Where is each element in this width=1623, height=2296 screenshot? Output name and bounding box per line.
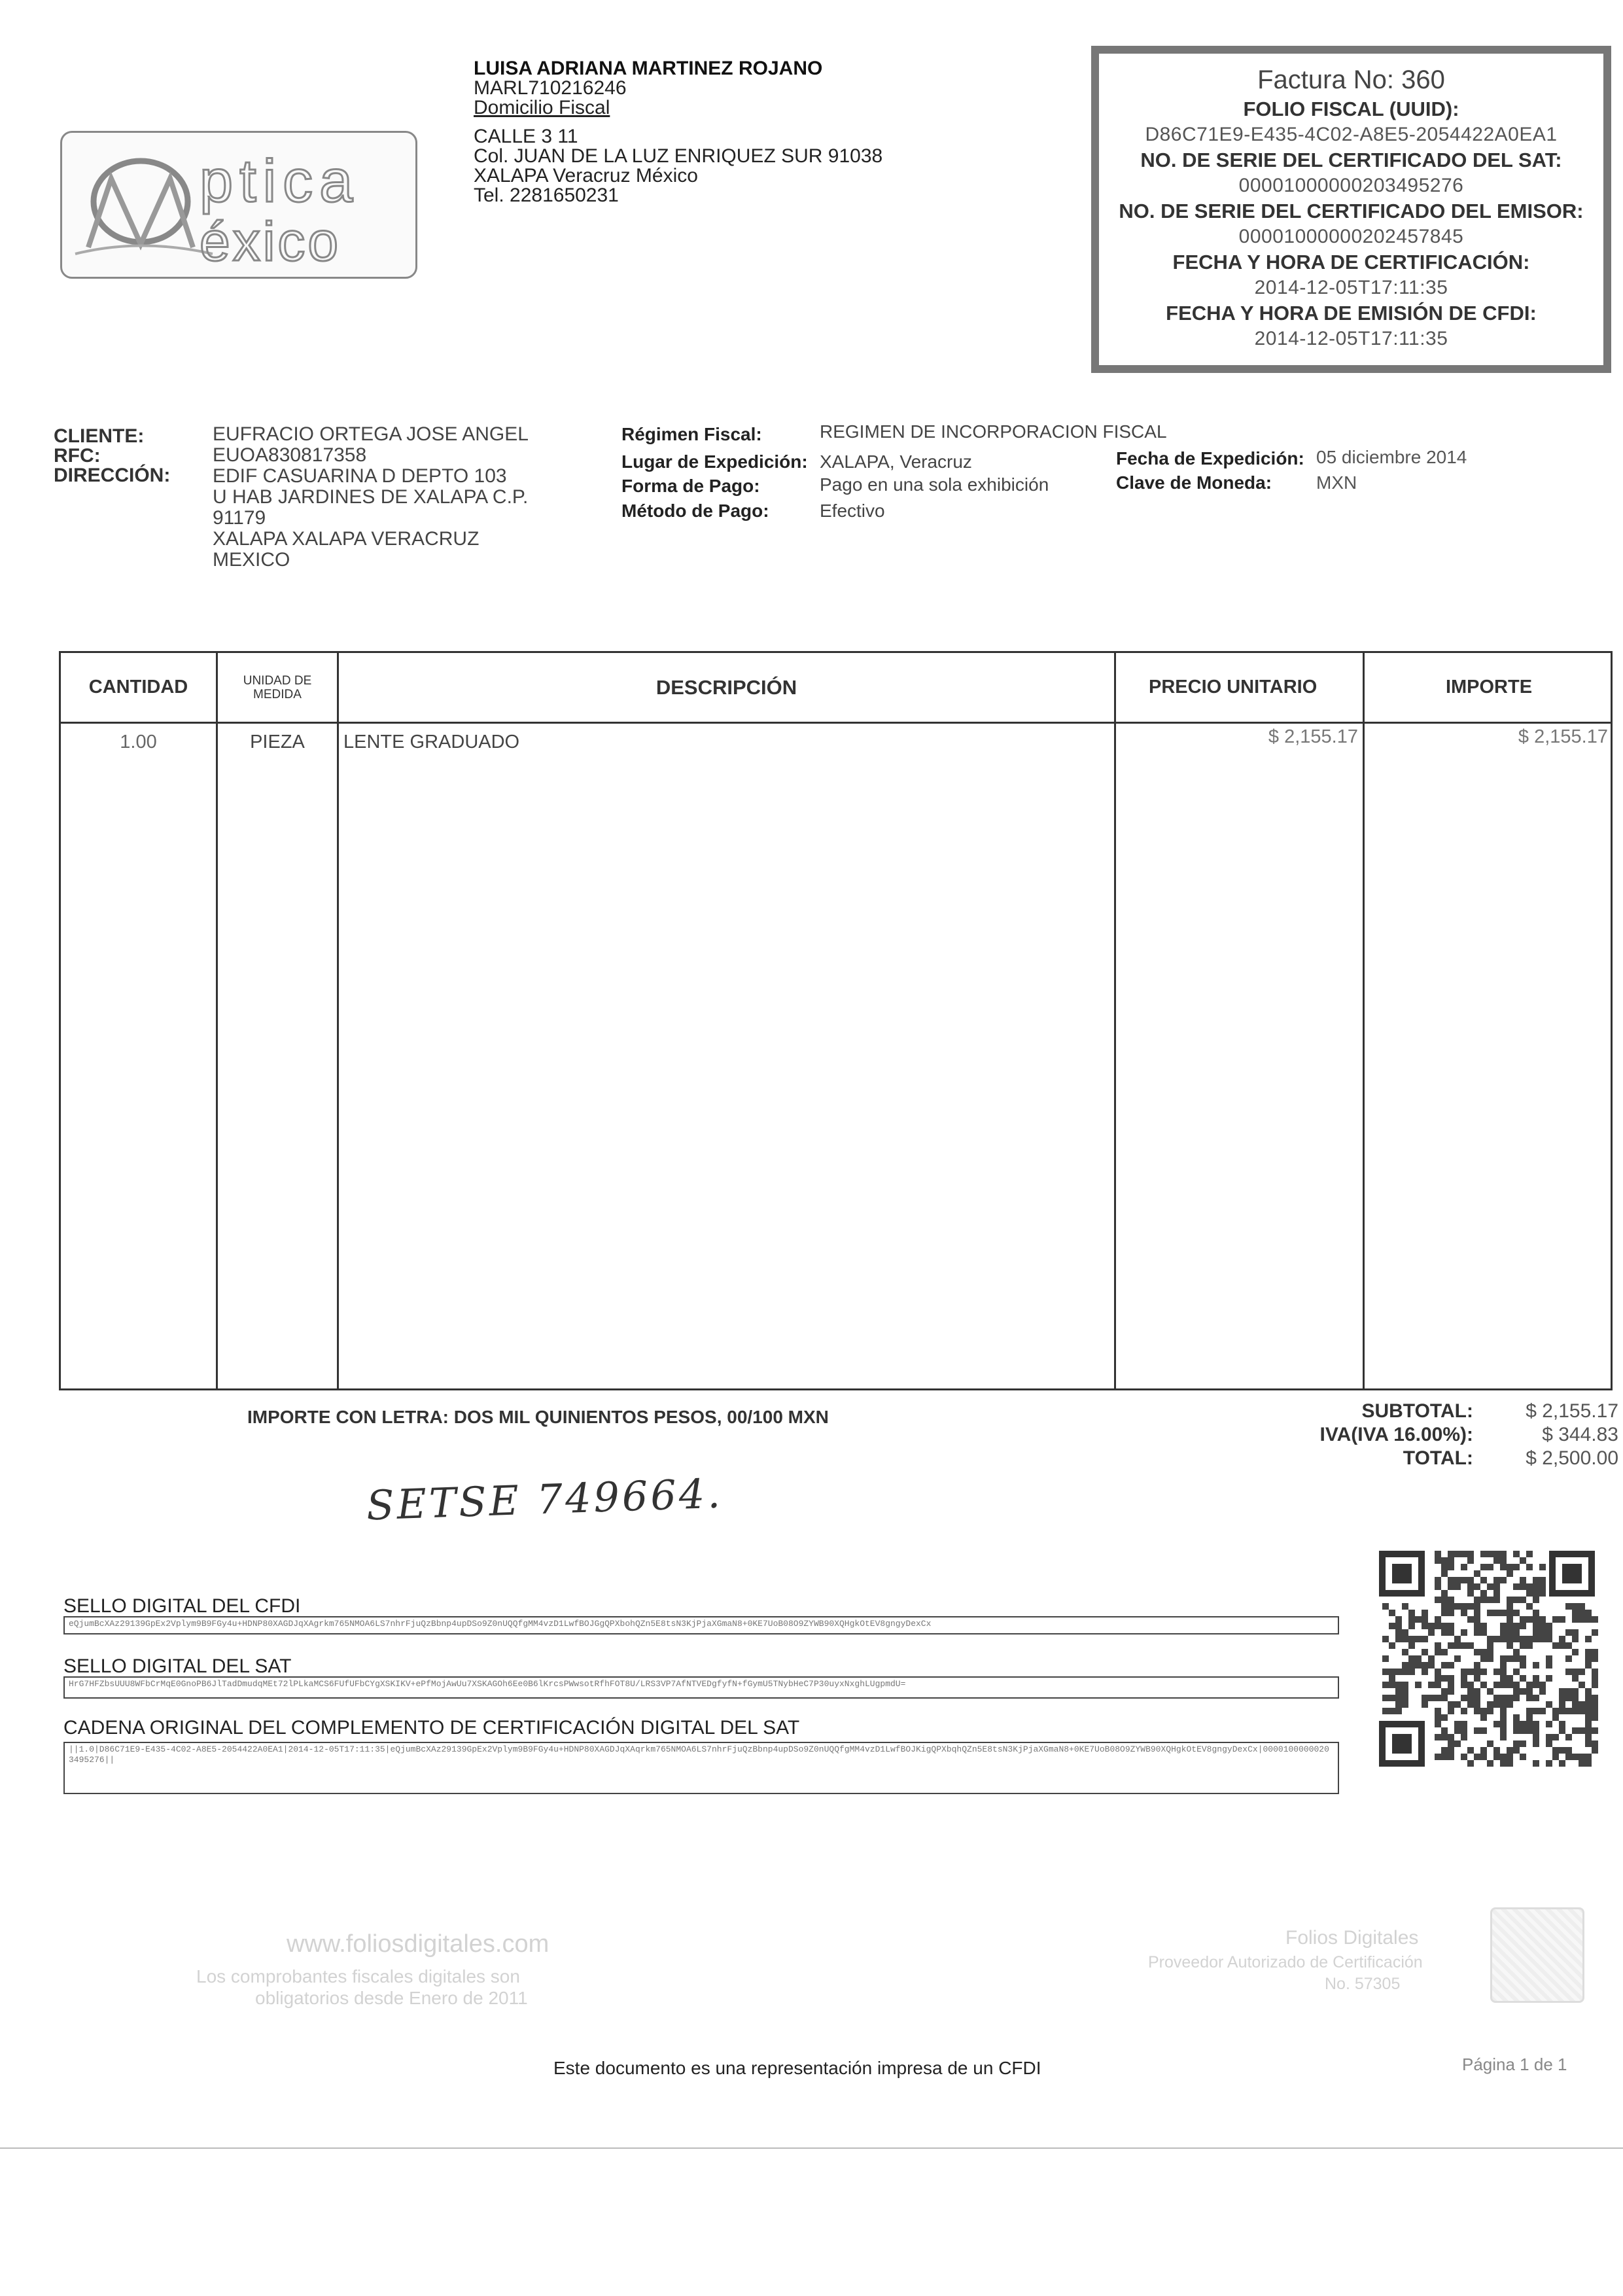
pac-description: Proveedor Autorizado de Certificación: [1148, 1953, 1423, 1971]
importe-con-letra: IMPORTE CON LETRA: DOS MIL QUINIENTOS PESOS, 00/100 MXN: [247, 1407, 829, 1427]
fecha-expedicion-value: 05 diciembre 2014: [1316, 447, 1467, 467]
issuer-colonia: Col. JUAN DE LA LUZ ENRIQUEZ SUR 91038: [474, 145, 883, 167]
client-name: EUFRACIO ORTEGA JOSE ANGEL: [213, 423, 529, 445]
lugar-label: Lugar de Expedición:: [621, 451, 808, 472]
handwritten-note: SETSE 749664.: [365, 1469, 724, 1530]
header-unidad: [218, 653, 337, 722]
cert-time-value: 2014-12-05T17:11:35: [1254, 277, 1448, 298]
direccion-label: DIRECCIÓN:: [54, 465, 171, 486]
issuer-city: XALAPA Veracruz México: [474, 165, 698, 186]
company-logo: [60, 131, 417, 279]
pac-seal-icon: [1490, 1907, 1584, 2003]
issuer-block: [474, 59, 882, 205]
lugar-value: XALAPA, Veracruz: [820, 451, 972, 472]
forma-label: Forma de Pago:: [621, 476, 760, 496]
footer-note-line1: Los comprobantes fiscales digitales son: [196, 1966, 520, 1987]
qr-code: [1379, 1551, 1608, 1773]
logo-text-top: ptica: [200, 148, 360, 215]
regimen-label: Régimen Fiscal:: [621, 424, 762, 444]
sello-sat-label: SELLO DIGITAL DEL SAT: [63, 1655, 292, 1677]
row-cantidad: 1.00: [120, 732, 157, 752]
issuer-name: LUISA ADRIANA MARTINEZ ROJANO: [474, 58, 823, 79]
client-address-line5: MEXICO: [213, 549, 290, 571]
emission-time-value: 2014-12-05T17:11:35: [1254, 328, 1448, 349]
sat-cert-value: 00001000000203495276: [1238, 175, 1464, 196]
moneda-value: MXN: [1316, 472, 1357, 493]
fecha-expedicion-label: Fecha de Expedición:: [1116, 448, 1304, 468]
emisor-cert-value: 00001000000202457845: [1238, 226, 1464, 247]
pac-number: No. 57305: [1325, 1975, 1401, 1993]
row-unidad: PIEZA: [250, 732, 305, 752]
sello-cfdi-label: SELLO DIGITAL DEL CFDI: [63, 1595, 301, 1617]
emisor-cert-label: NO. DE SERIE DEL CERTIFICADO DEL EMISOR:: [1119, 200, 1584, 222]
cliente-label: CLIENTE:: [54, 425, 145, 447]
issuer-phone: Tel. 2281650231: [474, 185, 619, 206]
header-descripcion: DESCRIPCIÓN: [655, 675, 797, 699]
items-table: [59, 651, 1613, 1390]
header-precio-unitario: PRECIO UNITARIO: [1149, 677, 1318, 698]
header-importe: IMPORTE: [1445, 677, 1533, 698]
issuer-street: CALLE 3 11: [474, 126, 578, 147]
client-address-line2: U HAB JARDINES DE XALAPA C.P.: [213, 486, 529, 508]
subtotal-label: SUBTOTAL:: [1361, 1400, 1473, 1422]
issuer-rfc: MARL710216246: [474, 77, 627, 99]
optica-mexico-logo-graphic: [62, 133, 415, 277]
header-cantidad: CANTIDAD: [88, 677, 188, 698]
rfc-label: RFC:: [54, 445, 101, 467]
sat-cert-label: NO. DE SERIE DEL CERTIFICADO DEL SAT:: [1140, 149, 1562, 171]
total-label: TOTAL:: [1403, 1447, 1473, 1469]
iva-label: IVA(IVA 16.00%):: [1319, 1424, 1473, 1445]
invoice-number: Factura No: 360: [1257, 65, 1445, 94]
uuid-value: D86C71E9-E435-4C02-A8E5-2054422A0EA1: [1145, 124, 1558, 145]
client-address-line1: EDIF CASUARINA D DEPTO 103: [213, 465, 507, 487]
regimen-value: REGIMEN DE INCORPORACION FISCAL: [820, 421, 1167, 442]
client-rfc: EUOA830817358: [213, 444, 367, 466]
uuid-label: FOLIO FISCAL (UUID):: [1243, 97, 1459, 120]
logo-text-bottom: éxico: [200, 211, 341, 272]
client-address-line3: 91179: [213, 507, 266, 529]
header-unidad-line1: UNIDAD DE: [243, 673, 312, 688]
emission-time-label: FECHA Y HORA DE EMISIÓN DE CFDI:: [1166, 302, 1537, 325]
cfdi-representation-note: Este documento es una representación impresa de un CFDI: [553, 2058, 1041, 2078]
footer-url: www.foliosdigitales.com: [287, 1930, 550, 1958]
row-importe: $ 2,155.17: [1518, 726, 1608, 747]
issuer-domicilio-label: Domicilio Fiscal: [474, 97, 610, 118]
row-descripcion: LENTE GRADUADO: [343, 732, 520, 752]
metodo-value: Efectivo: [820, 501, 885, 521]
cadena-original-label: CADENA ORIGINAL DEL COMPLEMENTO DE CERTIFICACIÓN DIGITAL DEL SAT: [63, 1717, 800, 1739]
pac-name: Folios Digitales: [1285, 1927, 1419, 1949]
subtotal-value: $ 2,155.17: [1526, 1400, 1618, 1422]
footer-note-line2: obligatorios desde Enero de 2011: [255, 1988, 528, 2008]
cadena-original-box: ||1.0|D86C71E9-E435-4C02-A8E5-2054422A0EA1|2014-12-05T17:11:35|eQjumBcXAz29139GpEx2Vplym9B9FGy4u+HDNP80XAGDJqXAqrkm765NMOA6LS7nhrFjuQzBbnp4upDSo9Z0nUQQfgMM4vzD1LwfBOJKigQPXbqhQZn5E8tsN3KjPjaXGmaN8+0KE7UoB08O9ZYWB90XQHgkOtEV8gngyDexCx|00001000000203495276||: [63, 1742, 1339, 1794]
cert-time-label: FECHA Y HORA DE CERTIFICACIÓN:: [1172, 251, 1530, 274]
moneda-label: Clave de Moneda:: [1116, 472, 1272, 493]
sello-sat-box: HrG7HFZbsUUU8WFbCrMqE0GnoPB6JlTadDmudqMEt72lPLkaMCS6FUfUFbCYgXSKIKV+ePfMojAwUu7XSKAGOh6Ee0B6lKrcsPWwsotRfhFOT8U/LRS3VP7AfNTVEDgfyfN+fGymU5TNybHeC7P30uyxNxghLUgpmdU=: [63, 1676, 1339, 1699]
fiscal-info-box: [1091, 46, 1611, 373]
page-number: Página 1 de 1: [1462, 2055, 1567, 2074]
iva-value: $ 344.83: [1542, 1424, 1618, 1445]
metodo-label: Método de Pago:: [621, 501, 769, 521]
scan-edge: [0, 2147, 1623, 2149]
client-address-line4: XALAPA XALAPA VERACRUZ: [213, 528, 480, 550]
total-value: $ 2,500.00: [1526, 1447, 1618, 1469]
header-unidad-line2: MEDIDA: [253, 687, 302, 701]
forma-value: Pago en una sola exhibición: [820, 474, 1049, 495]
sello-cfdi-box: eQjumBcXAz29139GpEx2Vplym9B9FGy4u+HDNP80XAGDJqXAgrkm765NMOA6LS7nhrFjuQzBbnp4upDSo9Z0nUQQfgMM4vzD1LwfBOJGgQPXbohQZn5E8tsN3KjPjaXGmaN8+0KE7UoB08O9ZYWB90XQHgkOtEV8gngyDexCx: [63, 1616, 1339, 1634]
row-precio: $ 2,155.17: [1268, 726, 1358, 747]
